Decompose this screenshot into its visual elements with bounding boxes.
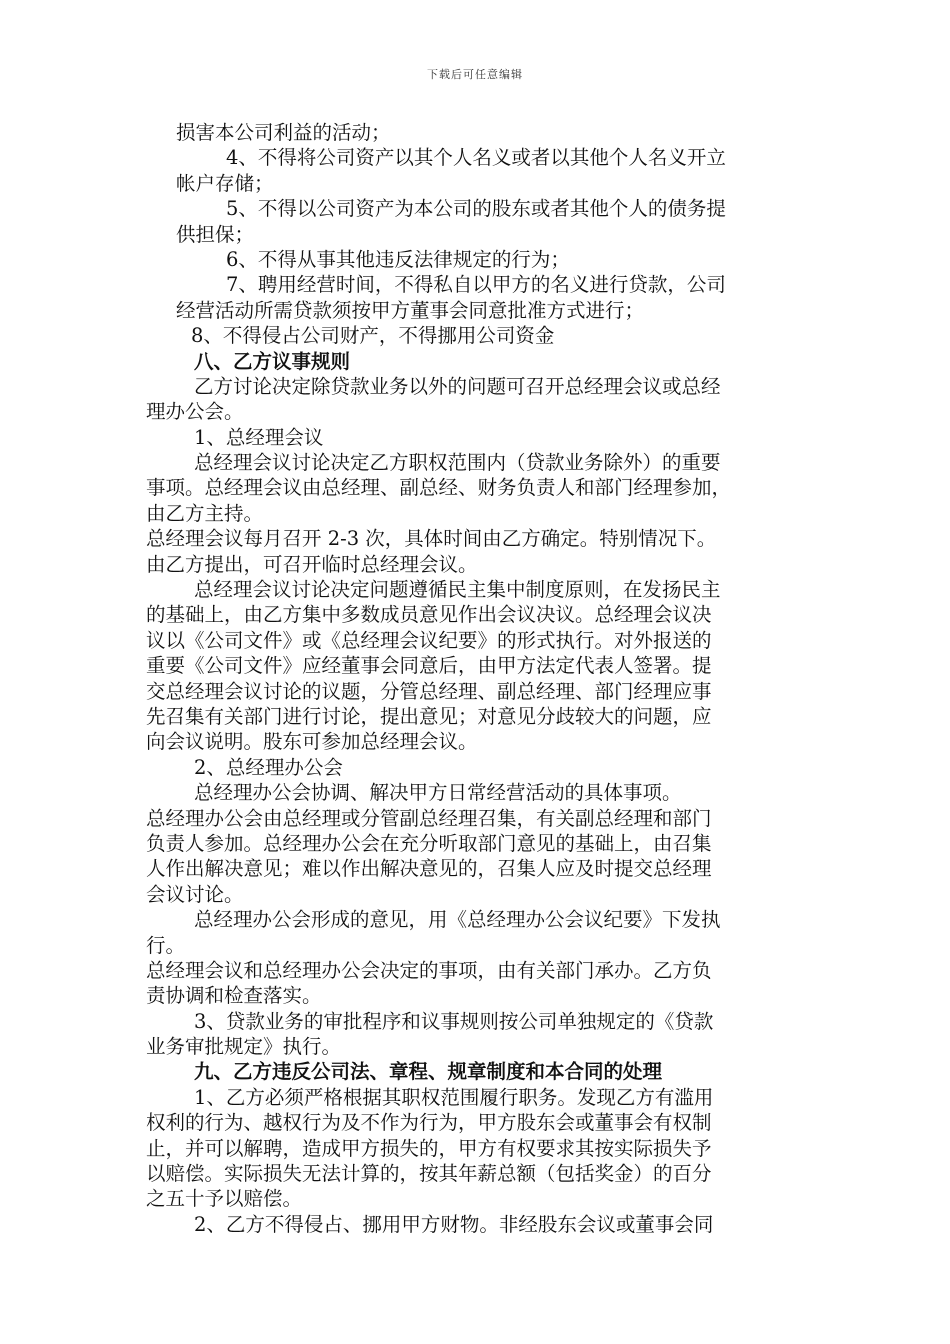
text-line: 乙方讨论决定除贷款业务以外的问题可召开总经理会议或总经	[194, 374, 721, 398]
text-line: 交总经理会议讨论的议题，分管总经理、副总经理、部门经理应事	[146, 679, 712, 703]
document-body	[146, 120, 818, 1237]
text-line: 权利的行为、越权行为及不作为行为，甲方股东会或董事会有权制	[146, 1111, 712, 1135]
text-line: 会议讨论。	[146, 882, 244, 906]
text-line: 8、不得侵占公司财产，不得挪用公司资金	[191, 324, 555, 348]
text-line: 总经理办公会协调、解决甲方日常经营活动的具体事项。	[194, 781, 682, 805]
text-line: 之五十予以赔偿。	[146, 1187, 303, 1211]
text-line: 向会议说明。股东可参加总经理会议。	[146, 730, 478, 754]
text-line: 经营活动所需贷款须按甲方董事会同意批准方式进行；	[176, 298, 645, 322]
text-line: 总经理会议每月召开 2-3 次，具体时间由乙方确定。特别情况下。	[146, 527, 717, 551]
text-line: 由乙方提出，可召开临时总经理会议。	[146, 552, 478, 576]
text-line: 总经理办公会由总经理或分管副总经理召集，有关副总经理和部门	[146, 806, 712, 830]
text-line: 帐户存储；	[176, 171, 274, 195]
text-line: 总经理会议和总经理办公会决定的事项，由有关部门承办。乙方负	[146, 958, 712, 982]
text-line: 理办公会。	[146, 400, 244, 424]
text-line: 6、不得从事其他违反法律规定的行为；	[226, 247, 570, 271]
text-line: 2、乙方不得侵占、挪用甲方财物。非经股东会议或董事会同	[194, 1212, 714, 1236]
section-heading: 九、乙方违反公司法、章程、规章制度和本合同的处理	[194, 1060, 663, 1084]
text-line: 总经理会议讨论决定乙方职权范围内（贷款业务除外）的重要	[194, 451, 721, 475]
text-line: 1、乙方必须严格根据其职权范围履行职务。发现乙方有滥用	[194, 1085, 714, 1109]
text-line: 以赔偿。实际损失无法计算的，按其年薪总额（包括奖金）的百分	[146, 1162, 712, 1186]
text-line: 先召集有关部门进行讨论，提出意见；对意见分歧较大的问题，应	[146, 704, 712, 728]
text-line: 的基础上，由乙方集中多数成员意见作出会议决议。总经理会议决	[146, 603, 712, 627]
section-heading: 八、乙方议事规则	[194, 349, 351, 373]
text-line: 总经理会议讨论决定问题遵循民主集中制度原则，在发扬民主	[194, 578, 721, 602]
text-line: 1、总经理会议	[194, 425, 324, 449]
text-line: 止，并可以解聘，造成甲方损失的，甲方有权要求其按实际损失予	[146, 1136, 712, 1160]
text-line: 责协调和检查落实。	[146, 984, 322, 1008]
text-line: 总经理办公会形成的意见，用《总经理办公会议纪要》下发执	[194, 908, 721, 932]
text-line: 行。	[146, 933, 186, 957]
text-line: 重要《公司文件》应经董事会同意后，由甲方法定代表人签署。提	[146, 654, 712, 678]
text-line: 业务审批规定》执行。	[146, 1035, 342, 1059]
text-line: 议以《公司文件》或《总经理会议纪要》的形式执行。对外报送的	[146, 628, 712, 652]
text-line: 事项。总经理会议由总经理、副总经、财务负责人和部门经理参加，	[146, 476, 732, 500]
text-line: 人作出解决意见；难以作出解决意见的，召集人应及时提交总经理	[146, 857, 712, 881]
text-line: 由乙方主持。	[146, 501, 264, 525]
text-line: 3、贷款业务的审批程序和议事规则按公司单独规定的《贷款	[194, 1009, 714, 1033]
text-line: 4、不得将公司资产以其个人名义或者以其他个人名义开立	[226, 146, 726, 170]
text-line: 负责人参加。总经理办公会在充分听取部门意见的基础上，由召集	[146, 831, 712, 855]
text-line: 损害本公司利益的活动；	[176, 121, 391, 144]
text-line: 7、聘用经营时间，不得私自以甲方的名义进行贷款，公司	[226, 273, 726, 297]
text-line: 供担保；	[176, 222, 255, 246]
text-line: 2、总经理办公会	[194, 755, 343, 779]
text-line: 5、不得以公司资产为本公司的股东或者其他个人的债务提	[226, 197, 726, 221]
page-header: 下载后可任意编辑	[427, 68, 523, 81]
